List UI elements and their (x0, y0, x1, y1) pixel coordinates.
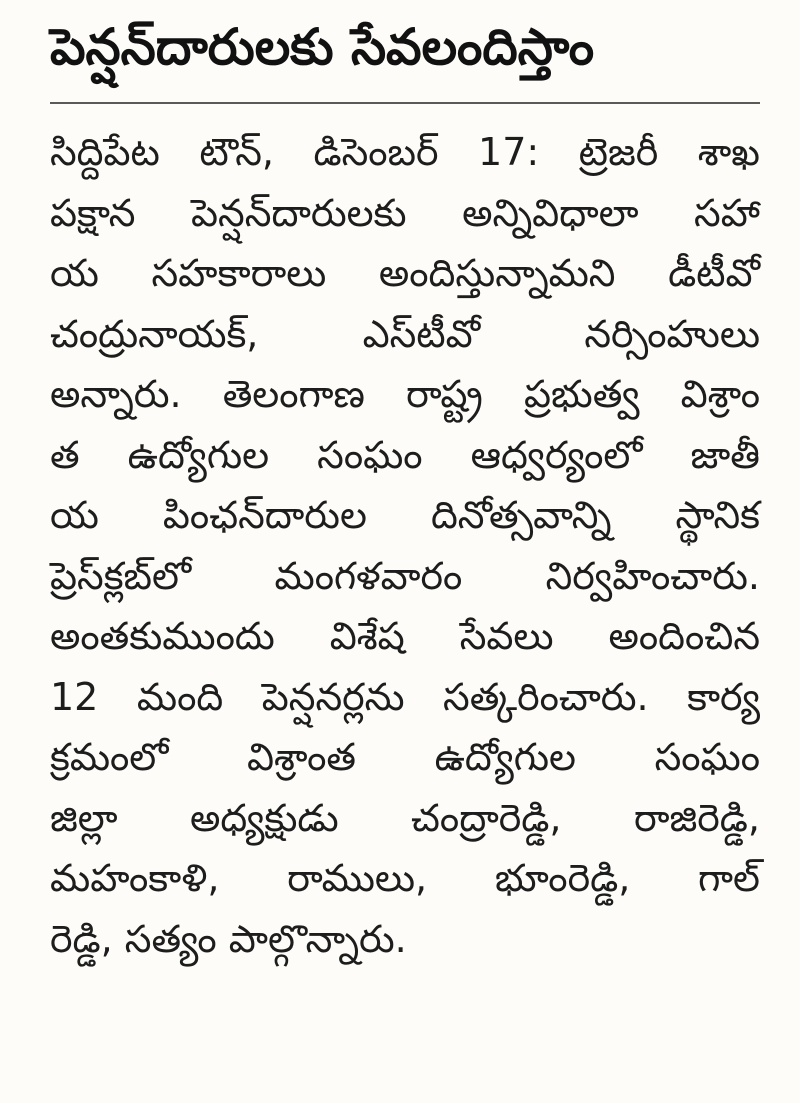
article-body (50, 122, 760, 969)
headline: పెన్షన్‌దారులకు సేవలందిస్తాం (50, 18, 595, 76)
article-line: 12 మంది పెన్షనర్లను సత్కరించారు. కార్య (50, 674, 760, 719)
article-line: రెడ్డి, సత్యం పాల్గొన్నారు. (50, 916, 407, 961)
article-line: త ఉద్యోగుల సంఘం ఆధ్వర్యంలో జాతీ (50, 432, 760, 477)
article-line: క్రమంలో విశ్రాంత ఉద్యోగుల సంఘం (50, 735, 760, 779)
article-line: పక్షాన పెన్షన్‌దారులకు అన్నివిధాలా సహా (50, 190, 760, 235)
article-line: జిల్లా అధ్యక్షుడు చంద్రారెడ్డి, రాజిరెడ్డి, (50, 795, 760, 840)
article-line: సిద్దిపేట టౌన్, డిసెంబర్ 17: ట్రెజరీ శాఖ (50, 130, 760, 174)
article-line: ప్రెస్‌క్లబ్‌లో మంగళవారం నిర్వహించారు. (50, 553, 760, 598)
article-line: చంద్రునాయక్, ఎస్‌టీవో నర్సింహులు (50, 311, 760, 356)
headline-divider (50, 102, 760, 104)
article-line: య సహకారాలు అందిస్తున్నామని డీటీవో (50, 251, 760, 295)
article-line: అన్నారు. తెలంగాణ రాష్ట్ర ప్రభుత్వ విశ్రాం (50, 372, 760, 416)
article-line: య పింఛన్‌దారుల దినోత్సవాన్ని స్థానిక (50, 493, 760, 537)
article-line: మహంకాళి, రాములు, భూంరెడ్డి, గాల్ (50, 856, 760, 900)
article-line: అంతకుముందు విశేష సేవలు అందించిన (50, 614, 760, 658)
